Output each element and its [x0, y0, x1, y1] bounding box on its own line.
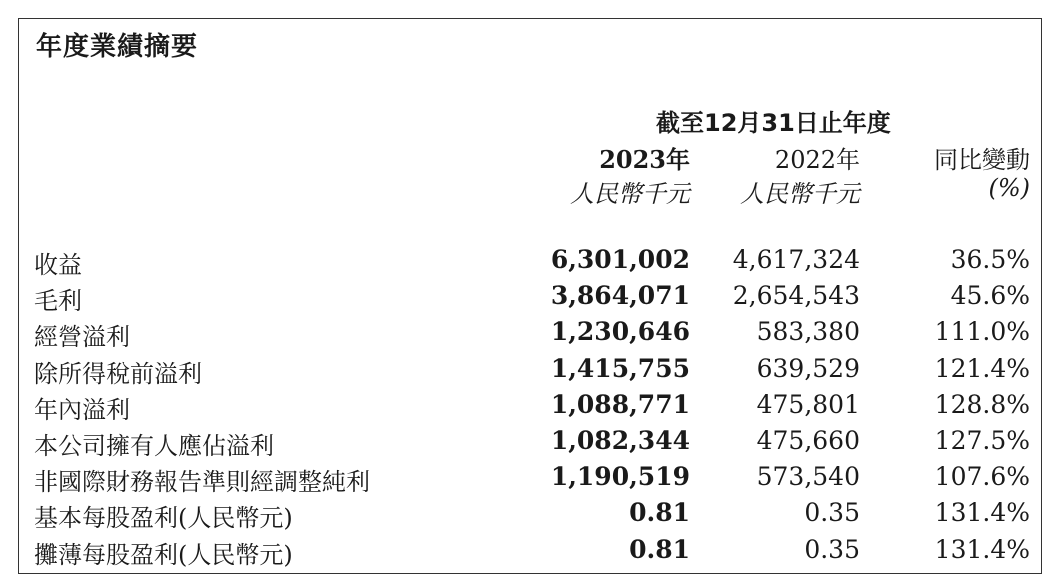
summary-table-body	[0, 245, 1054, 571]
column-header-2023: 2023年	[599, 145, 690, 174]
value-2023: 1,088,771	[550, 389, 690, 419]
table-row	[0, 535, 1054, 571]
page-title: 年度業績摘要	[36, 32, 199, 62]
column-header-2022: 2022年	[774, 146, 860, 174]
value-change: 36.5%	[950, 245, 1030, 274]
value-2023: 6,301,002	[550, 245, 690, 274]
period-header: 截至12月31日止年度	[656, 109, 891, 137]
column-header-change: 同比變動	[934, 146, 1030, 174]
value-2022: 0.35	[804, 534, 860, 564]
row-label: 經營溢利	[34, 323, 130, 352]
row-label: 收益	[34, 251, 82, 279]
table-row	[0, 390, 1054, 426]
value-change: 131.4%	[934, 534, 1030, 564]
column-unit-change: (%)	[988, 174, 1030, 202]
value-2023: 3,864,071	[550, 281, 690, 311]
table-row	[0, 354, 1054, 390]
table-row	[0, 462, 1054, 498]
value-change: 45.6%	[950, 281, 1030, 311]
value-2022: 475,660	[756, 425, 860, 455]
table-row	[0, 426, 1054, 462]
table-row	[0, 498, 1054, 534]
value-2022: 639,529	[756, 353, 860, 383]
value-change: 128.8%	[934, 389, 1030, 419]
table-row	[0, 317, 1054, 353]
table-row	[0, 281, 1054, 317]
row-label: 除所得稅前溢利	[34, 359, 202, 388]
value-2022: 4,617,324	[732, 245, 860, 274]
row-label: 年內溢利	[34, 395, 130, 424]
value-2022: 583,380	[756, 317, 860, 347]
value-2023: 1,190,519	[550, 462, 690, 492]
value-change: 107.6%	[934, 462, 1030, 492]
value-change: 121.4%	[934, 353, 1030, 383]
value-2022: 0.35	[804, 498, 860, 528]
value-2023: 1,415,755	[550, 353, 690, 383]
table-row	[0, 245, 1054, 281]
column-unit-2023: 人民幣千元	[570, 180, 690, 208]
value-change: 131.4%	[934, 498, 1030, 528]
value-2022: 2,654,543	[732, 281, 860, 311]
row-label: 基本每股盈利(人民幣元)	[34, 504, 293, 533]
column-unit-2022: 人民幣千元	[740, 180, 860, 208]
value-change: 127.5%	[934, 425, 1030, 455]
value-2023: 0.81	[629, 498, 690, 528]
value-2022: 475,801	[756, 389, 860, 419]
row-label: 本公司擁有人應佔溢利	[34, 431, 274, 460]
value-2023: 0.81	[629, 534, 690, 564]
row-label: 攤薄每股盈利(人民幣元)	[34, 540, 293, 569]
row-label: 非國際財務報告準則經調整純利	[34, 468, 370, 497]
value-change: 111.0%	[934, 317, 1030, 347]
value-2022: 573,540	[756, 462, 860, 492]
row-label: 毛利	[34, 287, 82, 316]
value-2023: 1,230,646	[550, 317, 690, 347]
value-2023: 1,082,344	[550, 425, 690, 455]
